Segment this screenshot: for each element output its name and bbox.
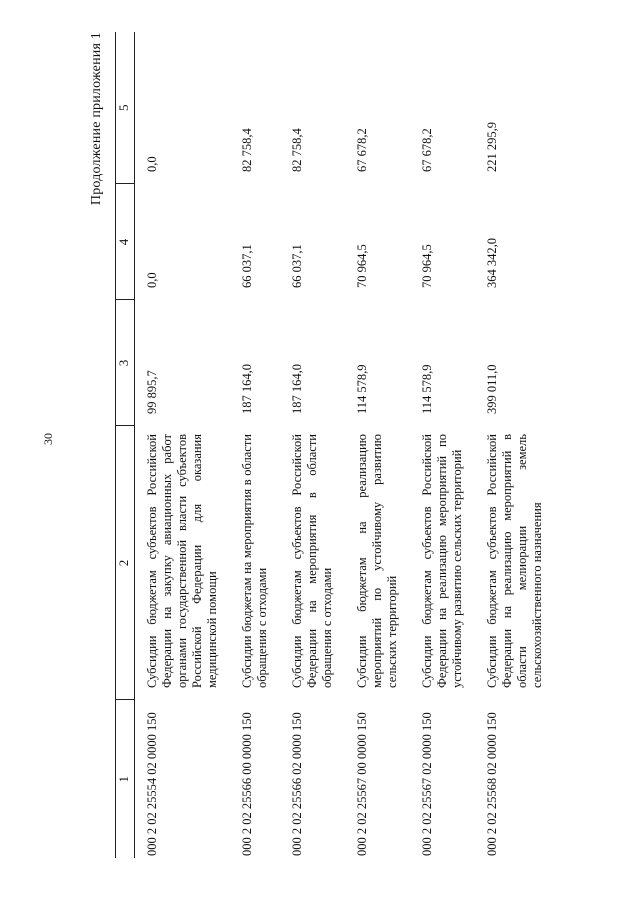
subsidy-name: Субсидии бюджетам на реализацию мероприятий по устойчивому развитию сельских территорий — [355, 434, 399, 688]
value-col5: 221 295,9 — [485, 122, 499, 172]
budget-code: 000 2 02 25567 02 0000 150 — [420, 712, 434, 856]
value-col5: 0,0 — [145, 156, 159, 172]
budget-table — [115, 32, 555, 858]
column-header-5: 5 — [116, 32, 135, 184]
subsidy-name: Субсидии бюджетам субъектов Российской Федерации на реализацию мероприятий по устойчивому развитию сельских территорий — [420, 434, 464, 688]
column-header-4: 4 — [116, 184, 135, 300]
value-col5: 82 758,4 — [240, 128, 254, 172]
header-row — [116, 32, 135, 858]
value-col3: 99 895,7 — [145, 370, 159, 414]
budget-code: 000 2 02 25567 00 0000 150 — [355, 712, 369, 856]
value-col3: 114 578,9 — [420, 364, 434, 414]
page-number: 30 — [41, 433, 55, 445]
table-row — [230, 32, 280, 858]
table-row — [280, 32, 345, 858]
table-row — [410, 32, 475, 858]
table-row — [135, 32, 231, 858]
table-row — [345, 32, 410, 858]
budget-code: 000 2 02 25554 02 0000 150 — [145, 712, 159, 856]
value-col3: 187 164,0 — [290, 364, 304, 414]
subsidy-name: Субсидии бюджетам субъектов Российской Федерации на мероприятия в области обращения с отходами — [290, 434, 334, 688]
column-header-2: 2 — [116, 426, 135, 700]
column-header-1: 1 — [116, 700, 135, 858]
subsidy-name: Субсидии бюджетам на мероприятия в области обращения с отходами — [240, 434, 269, 688]
table-row — [475, 32, 555, 858]
value-col5: 67 678,2 — [420, 128, 434, 172]
value-col3: 187 164,0 — [240, 364, 254, 414]
value-col4: 364 342,0 — [485, 238, 499, 288]
value-col4: 70 964,5 — [355, 244, 369, 288]
budget-code: 000 2 02 25566 02 0000 150 — [290, 712, 304, 856]
value-col4: 66 037,1 — [240, 244, 254, 288]
value-col5: 67 678,2 — [355, 128, 369, 172]
column-header-3: 3 — [116, 300, 135, 426]
rotated-table-region — [85, 32, 544, 858]
subsidy-name: Субсидии бюджетам субъектов Российской Федерации на закупку авиационных работ органами государственной власти субъектов Российской Федерации для оказания медицинской помощи — [145, 434, 219, 688]
value-col3: 399 011,0 — [485, 364, 499, 414]
value-col4: 70 964,5 — [420, 244, 434, 288]
value-col4: 0,0 — [145, 272, 159, 288]
subsidy-name: Субсидии бюджетам субъектов Российской Федерации на реализацию мероприятий в области мелиорации земель сельскохозяйственного назначения — [485, 434, 544, 688]
value-col4: 66 037,1 — [290, 244, 304, 288]
budget-code: 000 2 02 25566 00 0000 150 — [240, 712, 254, 856]
value-col3: 114 578,9 — [355, 364, 369, 414]
appendix-title: Продолжение приложения 1 — [89, 32, 104, 206]
value-col5: 82 758,4 — [290, 128, 304, 172]
budget-code: 000 2 02 25568 02 0000 150 — [485, 712, 499, 856]
